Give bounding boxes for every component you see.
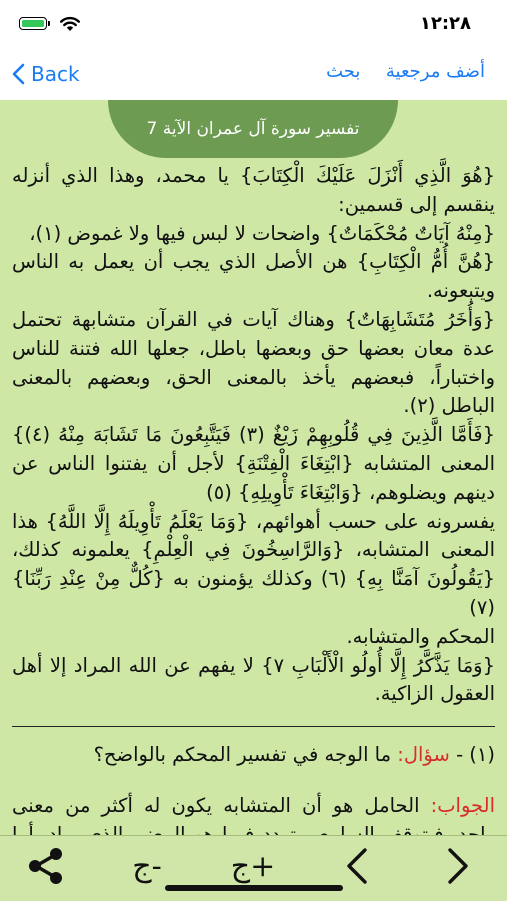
tafsir-paragraph: يفسرونه على حسب أهوائهم، {وَمَا يَعْلَمُ تَأْوِيلَهُ إِلَّا اللَّهُ} هذا المعنى المتشابه، {وَالرَّاسِخُونَ فِي الْعِلْمِ} يعلمونه كذلك، {يَقُولُونَ آمَنَّا بِهِ} (٦) وكذلك يؤمنون به {كُلٌّ مِنْ عِنْدِ رَبِّنَا} (٧) <box>12 509 495 619</box>
tafsir-paragraph: {هُنَّ أُمُّ الْكِتَابِ} هن الأصل الذي يجب أن يعمل به الناس ويتبعونه. <box>12 250 495 303</box>
tafsir-text <box>12 162 495 878</box>
decrease-font-button[interactable]: ج- <box>132 848 162 884</box>
chevron-left-icon <box>12 63 25 85</box>
tafsir-paragraph: {وَأُخَرُ مُتَشَابِهَاتٌ} وهناك آيات في القرآن متشابهة تحتمل عدة معان بعضها حق وبعضها باطل، جعلها الله فتنة للناس واختباراً، فبعضهم يأخذ بالمعنى الحق، وبعضهم بالمعنى الباطل (٢). <box>12 307 495 418</box>
question-text: ما الوجه في تفسير المحكم بالواضح؟ <box>93 743 392 767</box>
page-title: تفسير سورة آل عمران الآية 7 <box>108 100 398 158</box>
increase-font-button[interactable]: ج+ <box>230 848 276 884</box>
navigation-bar <box>0 48 507 101</box>
chevron-right-icon <box>446 847 470 885</box>
footnote-divider <box>12 726 495 727</box>
share-icon <box>26 846 66 886</box>
search-button[interactable]: بحث <box>326 61 361 82</box>
back-button[interactable] <box>12 60 80 88</box>
tafsir-paragraph: {وَمَا يَذَّكَّرُ إِلَّا أُولُو الْأَلْبَابِ ٧} لا يفهم عن الله المراد إلا أهل العقول الزاكية. <box>12 653 495 706</box>
tafsir-paragraph: {فَأَمَّا الَّذِينَ فِي قُلُوبِهِمْ زَيْغٌ (٣) فَيَتَّبِعُونَ مَا تَشَابَهَ مِنْهُ (٤)} المعنى المتشابه {ابْتِغَاءَ الْفِتْنَةِ} لأجل أن يفتنوا الناس عن دينهم ويضلوهم، {وَابْتِغَاءَ تَأْوِيلِهِ} (٥) <box>12 423 495 504</box>
status-time: ١٢:٢٨ <box>419 13 471 34</box>
answer-label: الجواب: <box>430 793 495 817</box>
answer-text: الحامل هو أن المتشابه يكون له أكثر من معنى <box>12 793 420 817</box>
battery-nub <box>48 21 50 26</box>
previous-button[interactable] <box>335 842 379 890</box>
footnote-number: (١) - <box>456 743 495 767</box>
battery-icon <box>19 17 47 30</box>
nav-actions <box>326 61 485 82</box>
next-button[interactable] <box>436 842 480 890</box>
share-button[interactable] <box>22 842 70 890</box>
back-button-label: Back <box>31 62 80 86</box>
chevron-left-icon <box>345 847 369 885</box>
tafsir-content[interactable] <box>0 100 507 835</box>
tafsir-paragraph: المحكم والمتشابه. <box>346 624 495 648</box>
status-bar <box>0 0 507 48</box>
tafsir-paragraph: {مِنْهُ آيَاتٌ مُحْكَمَاتٌ} واضحات لا لبس فيها ولا غموض (١)، <box>29 221 495 245</box>
question-label: سؤال: <box>397 743 450 767</box>
add-reference-button[interactable]: أضف مرجعية <box>385 61 485 82</box>
footnote-question <box>12 741 495 770</box>
home-indicator <box>165 885 343 891</box>
tafsir-paragraph: {هُوَ الَّذِي أَنْزَلَ عَلَيْكَ الْكِتَابَ} يا محمد، وهذا الذي أنزله ينقسم إلى قسمين: <box>12 164 495 216</box>
wifi-icon <box>59 14 81 32</box>
bottom-toolbar <box>0 835 507 901</box>
